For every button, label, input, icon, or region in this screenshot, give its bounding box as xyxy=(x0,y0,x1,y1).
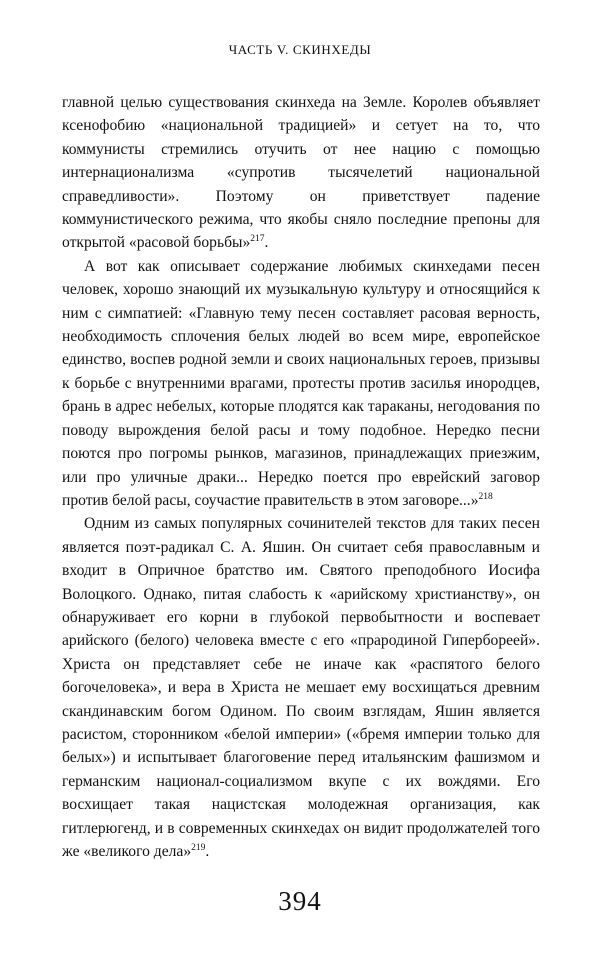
page-number: 394 xyxy=(278,886,322,916)
body-text xyxy=(62,91,540,863)
footnote-ref-219: 219 xyxy=(191,842,206,853)
paragraph-3 xyxy=(62,512,540,863)
paragraph-2 xyxy=(62,255,540,512)
paragraph-3-text: Одним из самых популярных сочинителей текстов для таких песен является поэт-радикал С. А. Яшин. Он считает себя православным и входит в Опричное братство им. Святого преподобного Иосифа Волоцкого. Однако, питая слабость к «арийскому христианству», он обнаруживает его корни в глубокой первобытности и воспевает арийского (белого) человека вместе с его «прародиной Гипербореей». Христа он представляет себе не иначе как «распятого белого богочеловека», и вера в Христа не мешает ему восхищаться древним скандинавским богом Одином. По своим взглядам, Яшин является расистом, сторонником «белой империи» («бремя империи только для белых») и испытывает благоговение перед итальянским фашизмом и германским национал-социализмом вкупе с их вождями. Его восхищает такая нацистская молодежная организация, как гитлерюгенд, и в современных скинхедах он видит продолжателей того же «великого дела» xyxy=(62,515,540,860)
footnote-ref-218: 218 xyxy=(478,491,493,502)
paragraph-1 xyxy=(62,91,540,255)
paragraph-3-tail: . xyxy=(205,843,210,860)
footnote-ref-217: 217 xyxy=(250,234,265,245)
paragraph-2-text: А вот как описывает содержание любимых скинхедами песен человек, хорошо знающий их музыкальную культуру и относящийся к ним с симпатией: «Главную тему песен составляет расовая верность, необходимость сплочения белых людей во всем мире, европейское единство, воспев родной земли и своих национальных героев, призывы к борьбе с внутренними врагами, протесты против засилья инородцев, брань в адрес небелых, которые плодятся как тараканы, негодования по поводу вырождения белой расы и тому подобное. Нередко песни поются про погромы рынков, магазинов, принадлежащих приезжим, или про уличные драки... Нередко поется про еврейский заговор против белой расы, соучастие правительств в этом заговоре...» xyxy=(62,257,540,509)
running-header: ЧАСТЬ V. СКИНХЕДЫ xyxy=(228,42,372,57)
paragraph-1-tail: . xyxy=(264,234,269,252)
paragraph-1-text: главной целью существования скинхеда на Земле. Королев объявляет ксенофобию «национальной традицией» и сетует на то, что коммунисты стремились отучить от нее нацию с помощью интернационализма «супротив тысячелетий национальной справедливости». Поэтому он приветствует падение коммунистического режима, что якобы сняло последние препоны для открытой «расовой борьбы» xyxy=(62,94,540,252)
